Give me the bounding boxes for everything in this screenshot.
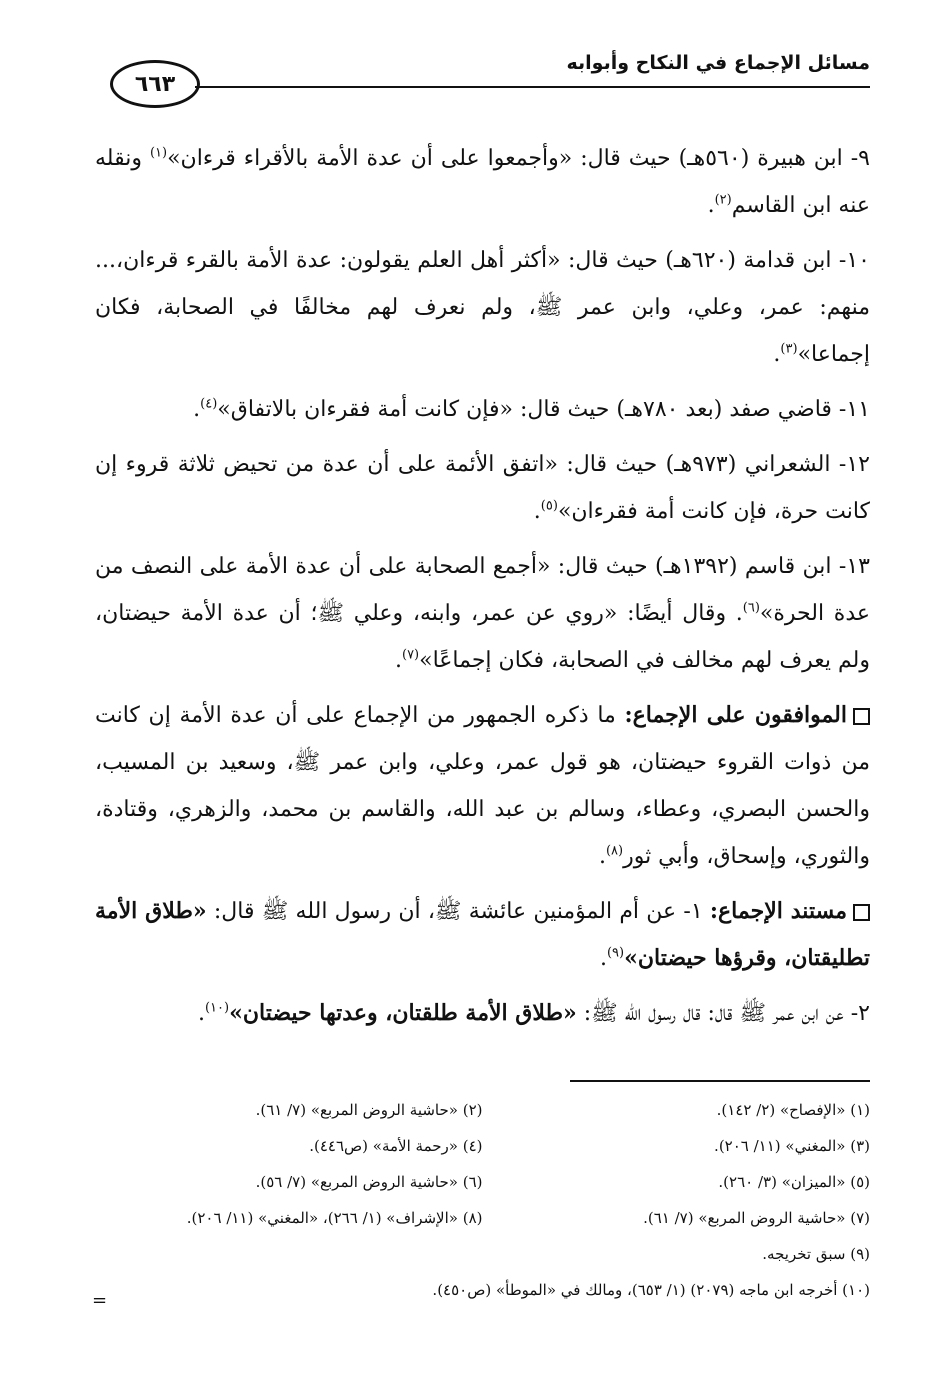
- footnote-row: [95, 1200, 870, 1236]
- basis-section: مستند الإجماع: ١- عن أم المؤمنين عائشة ﷺ، أن رسول الله ﷺ قال: «طلاق الأمة تطليقتان، وقرؤها حيضتان»$^{(٩)}$.: [95, 898, 870, 971]
- footnote-ref: (٩): [606, 945, 625, 961]
- footnote-4: (٤) «رحمة الأمة» (ص٤٤٦).: [309, 1137, 483, 1155]
- footnote-ref: (٣): [780, 341, 798, 357]
- footnote-ref: (٨): [605, 843, 624, 859]
- footnote-separator: [570, 1080, 870, 1082]
- footnote-3: (٣) «المغني» (١١/ ٢٠٦).: [714, 1137, 870, 1155]
- footnote-5: (٥) «الميزان» (٣/ ٢٦٠).: [718, 1173, 870, 1191]
- running-title: مسائل الإجماع في النكاح وأبوابه: [566, 52, 870, 74]
- footnote-ref: (٦): [742, 600, 760, 616]
- square-bullet-icon: [853, 904, 870, 921]
- paragraph-12: ١٢- الشعراني (٩٧٣هـ) حيث قال: «اتفق الأئمة على أن عدة من تحيض ثلاثة قروء إن كانت حرة، فإن كانت أمة فقرءان»$^{(٥)}$.: [95, 452, 870, 524]
- footnote-10: (١٠) أخرجه ابن ماجه (٢٠٧٩) (١/ ٦٥٣)، ومالك في «الموطأ» (ص٤٥٠).: [432, 1281, 870, 1299]
- paragraph-second-hadith: ٢- عن ابن عمر ﷺ قال: قال رسول الله ﷺ: «طلاق الأمة طلقتان، وعدتها حيضتان»$^{(١٠)}$.: [197, 1000, 870, 1026]
- footnote-ref: (١٠): [204, 1000, 230, 1016]
- section-heading: الموافقون على الإجماع:: [624, 702, 847, 728]
- square-bullet-icon: [853, 708, 870, 725]
- footnote-ref: (٧): [401, 647, 420, 663]
- footnote-2: (٢) «حاشية الروض المربع» (٧/ ٦١).: [255, 1101, 483, 1119]
- page-number: ٦٦٣: [110, 60, 200, 108]
- footnote-ref: (٥): [540, 498, 558, 514]
- footnotes: [95, 1092, 870, 1308]
- continuation-mark: =: [92, 1290, 108, 1311]
- agreeing-section: الموافقون على الإجماع: ما ذكره الجمهور من الإجماع على أن عدة الأمة إن كانت من ذوات القروء حيضتان، هو قول عمر، وعلي، وابن عمر ﷺ، وسعيد بن المسيب، والحسن البصري، وعطاء، وسالم بن عبد الله، والقاسم بن محمد، والزهري، وقتادة، والثوري، وإسحاق، وأبي ثور$^{(٨)}$.: [95, 702, 870, 869]
- section-heading: مستند الإجماع:: [709, 898, 847, 924]
- footnote-1: (١) «الإفصاح» (٢/ ١٤٢).: [716, 1101, 870, 1119]
- footnote-ref: (٢): [714, 192, 732, 208]
- footnote-row: [95, 1128, 870, 1164]
- footnote-9: (٩) سبق تخريجه.: [762, 1245, 870, 1263]
- footnote-8: (٨) «الإشراف» (١/ ٢٦٦)، «المغني» (١١/ ٢٠٦).: [186, 1209, 483, 1227]
- paragraph-10: ١٠- ابن قدامة (٦٢٠هـ) حيث قال: «أكثر أهل العلم يقولون: عدة الأمة بالقرء قرءان،... منهم: عمر، وعلي، وابن عمر ﷺ، ولم نعرف لهم مخالفًا في الصحابة، فكان إجماعا»$^{(٣)}$.: [95, 248, 870, 367]
- hadith-quote: «طلاق الأمة طلقتان، وعدتها حيضتان»: [229, 1000, 577, 1026]
- footnote-6: (٦) «حاشية الروض المربع» (٧/ ٥٦).: [255, 1173, 483, 1191]
- header-rule: [195, 86, 870, 88]
- footnote-row: [95, 1092, 870, 1128]
- footnote-ref: (٤): [200, 396, 218, 412]
- footnote-ref: (١): [149, 145, 168, 161]
- hadith-quote: «طلاق الأمة تطليقتان، وقرؤها حيضتان»: [95, 898, 870, 971]
- paragraph-11: ١١- قاضي صفد (بعد ٧٨٠هـ) حيث قال: «فإن كانت أمة فقرءان بالاتفاق»$^{(٤)}$.: [193, 396, 870, 422]
- footnote-row: [95, 1164, 870, 1200]
- paragraph-9: ٩- ابن هبيرة (٥٦٠هـ) حيث قال: «وأجمعوا على أن عدة الأمة بالأقراء قرءان»$^{(١)}$ ونقله عنه ابن القاسم$^{(٢)}$.: [95, 145, 870, 218]
- paragraph-13: ١٣- ابن قاسم (١٣٩٢هـ) حيث قال: «أجمع الصحابة على أن عدة الأمة على النصف من عدة الحرة»$^{(٦)}$. وقال أيضًا: «روي عن عمر، وابنه، وعلي ﷺ؛ أن عدة الأمة حيضتان، ولم يعرف لهم مخالف في الصحابة، فكان إجماعًا»$^{(٧)}$.: [95, 554, 870, 673]
- footnote-7: (٧) «حاشية الروض المربع» (٧/ ٦١).: [643, 1209, 870, 1227]
- main-text: [95, 135, 870, 1045]
